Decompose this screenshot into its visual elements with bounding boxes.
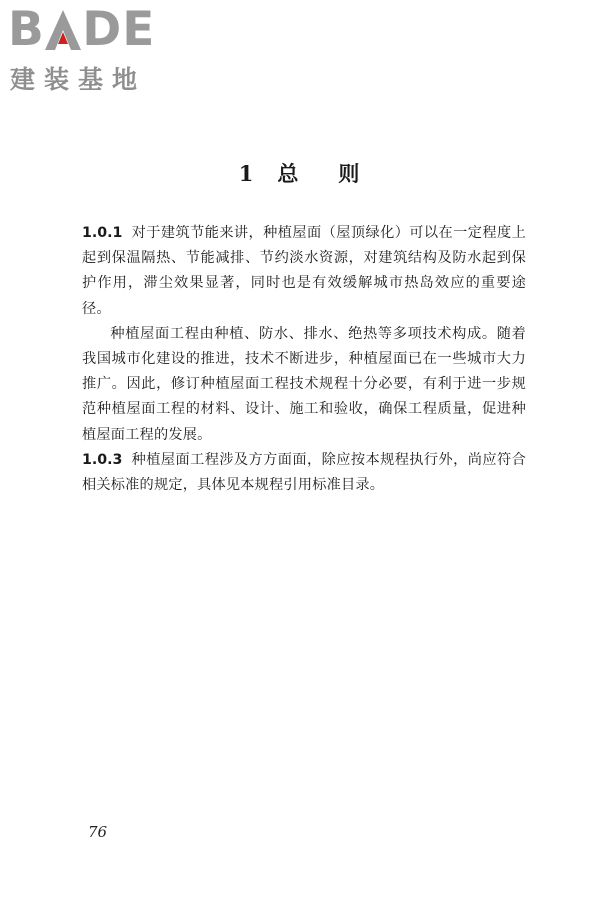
clause-text: 种植屋面工程由种植、防水、排水、绝热等多项技术构成。随着我国城市化建设的推进，技术不断进步，种植屋面已在一些城市大力推广。因此，修订种植屋面工程技术规程十分必要，有利于进一步规范种植屋面工程的材料、设计、施工和验收，确保工程质量，促进种植屋面工程的发展。 (82, 325, 526, 443)
chapter-number: 1 (238, 161, 256, 186)
chapter-title-part2: 则 (338, 161, 362, 186)
logo-letters-de: DE (82, 2, 156, 57)
logo-letter-a (45, 4, 82, 56)
clause-number: 1.0.3 (82, 451, 123, 468)
clause-number: 1.0.1 (82, 225, 123, 241)
clause-text: 种植屋面工程涉及方方面面，除应按本规程执行外，尚应符合相关标准的规定，具体见本规程引用标准目录。 (82, 451, 526, 494)
clause-text: 对于建筑节能来讲，种植屋面（屋顶绿化）可以在一定程度上起到保温隔热、节能减排、节约淡水资源，对建筑结构及防水起到保护作用，滞尘效果显著，同时也是有效缓解城市热岛效应的重要途径。 (82, 225, 526, 317)
publisher-logo (8, 4, 178, 94)
logo-subtitle: 建装基地 (10, 65, 147, 94)
logo-letter-b: B (8, 2, 45, 57)
clause-paragraph (82, 322, 526, 448)
chapter-title-part1: 总 (277, 161, 301, 186)
clause-paragraph (82, 221, 526, 322)
logo-triangle-icon (45, 10, 81, 50)
chapter-heading (0, 158, 600, 188)
clause-paragraph (82, 448, 526, 498)
chapter-body (82, 221, 526, 498)
page-number: 76 (88, 823, 108, 841)
logo-wordmark (8, 4, 155, 56)
